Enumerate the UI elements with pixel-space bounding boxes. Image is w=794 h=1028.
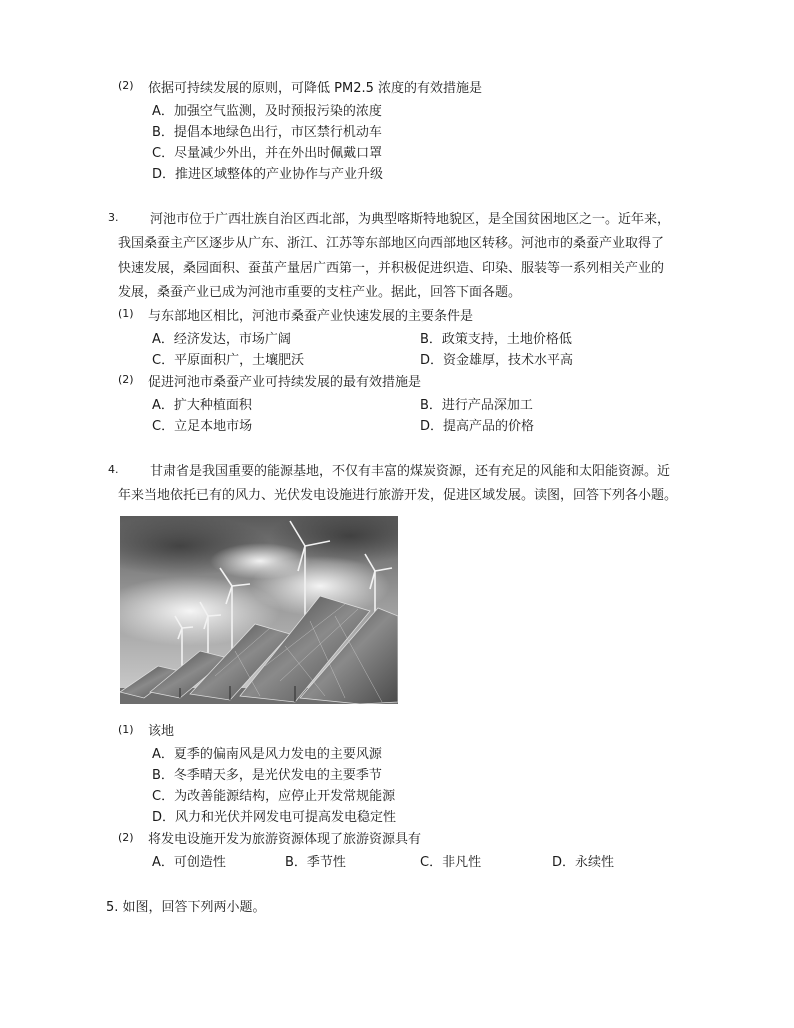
q3-sub1-option-d: D．资金雄厚，技术水平高 xyxy=(420,353,574,368)
q3-sub2-stem: 促进河池市桑蚕产业可持续发展的最有效措施是 xyxy=(148,375,422,390)
q4-sub1-number: (1) xyxy=(118,723,134,736)
q2-sub2-option-b: B．提倡本地绿色出行，市区禁行机动车 xyxy=(152,125,382,140)
q3-sub1-option-b: B．政策支持，土地价格低 xyxy=(420,332,572,347)
q3-sub2-option-a: A．扩大种植面积 xyxy=(152,398,252,413)
q3-sub1-option-c: C．平原面积广，土壤肥沃 xyxy=(152,353,305,368)
q3-sub1-number: (1) xyxy=(118,307,134,320)
q5-text: 5. 如图，回答下列两小题。 xyxy=(106,900,266,915)
q4-sub2-option-a: A．可创造性 xyxy=(152,855,226,870)
solar-wind-photo xyxy=(120,516,398,704)
q4-sub1-option-d: D．风力和光伏并网发电可提高发电稳定性 xyxy=(152,810,397,825)
q3-sub1-option-a: A．经济发达，市场广阔 xyxy=(152,332,291,347)
q3-number: 3. xyxy=(108,211,119,224)
q3-passage-line-4: 发展，桑蚕产业已成为河池市重要的支柱产业。据此，回答下面各题。 xyxy=(118,285,522,300)
q4-sub2-option-b: B．季节性 xyxy=(285,855,346,870)
q4-sub2-number: (2) xyxy=(118,831,134,844)
q4-sub2-option-c: C．非凡性 xyxy=(420,855,482,870)
q2-sub2-stem: 依据可持续发展的原则，可降低 PM2.5 浓度的有效措施是 xyxy=(148,81,482,96)
q4-sub2-stem: 将发电设施开发为旅游资源体现了旅游资源具有 xyxy=(148,832,422,847)
q3-sub2-option-d: D．提高产品的价格 xyxy=(420,419,535,434)
q2-sub2-option-d: D．推进区域整体的产业协作与产业升级 xyxy=(152,167,384,182)
q4-passage-line-2: 年来当地依托已有的风力、光伏发电设施进行旅游开发，促进区域发展。读图，回答下列各小题。 xyxy=(118,488,678,503)
q3-sub2-option-c: C．立足本地市场 xyxy=(152,419,253,434)
q3-passage-line-3: 快速发展，桑园面积、蚕茧产量居广西第一，并积极促进织造、印染、服装等一系列相关产业的 xyxy=(118,261,665,276)
q2-sub2-number: (2) xyxy=(118,79,134,92)
q3-sub2-option-b: B．进行产品深加工 xyxy=(420,398,533,413)
q4-sub1-stem: 该地 xyxy=(148,724,175,739)
q3-sub1-stem: 与东部地区相比，河池市桑蚕产业快速发展的主要条件是 xyxy=(148,309,474,324)
q2-sub2-option-a: A．加强空气监测，及时预报污染的浓度 xyxy=(152,104,382,119)
q4-sub2-option-d: D．永续性 xyxy=(552,855,615,870)
q4-sub1-option-b: B．冬季晴天多，是光伏发电的主要季节 xyxy=(152,768,382,783)
q4-sub1-option-a: A．夏季的偏南风是风力发电的主要风源 xyxy=(152,747,382,762)
q3-passage-line-2: 我国桑蚕主产区逐步从广东、浙江、江苏等东部地区向西部地区转移。河池市的桑蚕产业取得了 xyxy=(118,236,665,251)
q4-sub1-option-c: C．为改善能源结构，应停止开发常规能源 xyxy=(152,789,396,804)
q2-sub2-option-c: C．尽量减少外出，并在外出时佩戴口罩 xyxy=(152,146,383,161)
q3-passage-line-1: 河池市位于广西壮族自治区西北部，为典型喀斯特地貌区，是全国贫困地区之一。近年来， xyxy=(150,212,671,227)
q4-number: 4. xyxy=(108,463,119,476)
q4-passage-line-1: 甘肃省是我国重要的能源基地，不仅有丰富的煤炭资源，还有充足的风能和太阳能资源。近 xyxy=(150,464,671,479)
q3-sub2-number: (2) xyxy=(118,373,134,386)
